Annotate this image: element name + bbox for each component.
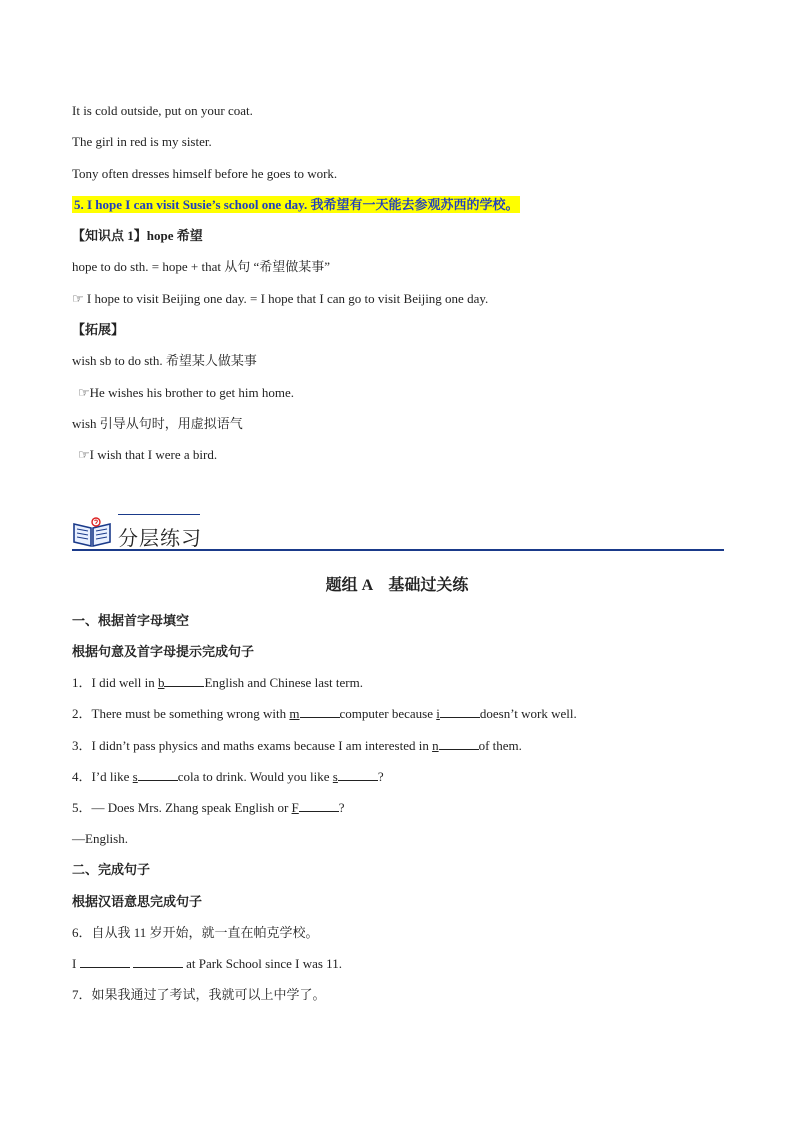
text-line: hope to do sth. = hope + that 从句 “希望做某事” [72, 259, 331, 274]
question-text: There must be something wrong with [91, 706, 290, 721]
question-text: at Park School since I was 11. [182, 956, 342, 971]
question-text: of them. [478, 738, 522, 753]
question-number: 3． [72, 738, 92, 753]
banner-rule-bottom [72, 549, 724, 551]
question-text: I [72, 956, 80, 971]
question-1 [72, 674, 363, 692]
answer-blank[interactable] [164, 674, 204, 687]
part2-heading: 二、完成句子 [72, 862, 151, 877]
question-2 [72, 705, 577, 723]
hint-letter: s [332, 769, 338, 784]
text-line: It is cold outside, put on your coat. [72, 103, 253, 118]
banner-rule-top [118, 514, 200, 515]
part1-heading: 一、根据首字母填空 [72, 613, 190, 628]
example-line: ☞I wish that I were a bird. [78, 447, 218, 462]
text-line: wish 引导从句时，用虚拟语气 [72, 416, 243, 431]
text-line: wish sb to do sth. 希望某人做某事 [72, 353, 257, 368]
question-number: 5． [72, 800, 92, 815]
example-line: ☞ I hope to visit Beijing one day. = I hope that I can go to visit Beijing one day. [72, 291, 489, 306]
answer-blank[interactable] [439, 737, 479, 750]
question-number: 1． [72, 675, 92, 690]
question-7 [72, 986, 326, 1004]
answer-blank[interactable] [299, 799, 339, 812]
question-5 [72, 799, 345, 817]
question-text: 如果我通过了考试，我就可以上中学了。 [91, 987, 326, 1002]
extension-heading: 【拓展】 [72, 322, 125, 337]
knowledge-point-heading: 【知识点 1】hope 希望 [72, 228, 203, 243]
question-number: 7． [72, 987, 92, 1002]
question-text: ? [377, 769, 384, 784]
question-text: doesn’t work well. [479, 706, 577, 721]
question-text: English and Chinese last term. [204, 675, 363, 690]
question-number: 2． [72, 706, 92, 721]
answer-blank[interactable] [440, 705, 480, 718]
hint-letter: n [432, 738, 439, 753]
highlight-text: 5. I hope I can visit Susie’s school one day. 我希望有一天能去参观苏西的学校。 [74, 197, 519, 212]
question-number: 6． [72, 925, 92, 940]
question-5-answer: —English. [72, 831, 128, 846]
question-text: cola to drink. Would you like [177, 769, 333, 784]
book-icon [72, 516, 112, 548]
question-text: 自从我 11 岁开始，就一直在帕克学校。 [91, 925, 319, 940]
answer-blank[interactable] [133, 955, 183, 968]
banner-label: 分层练习 [118, 526, 202, 550]
hint-letter: F [291, 800, 299, 815]
part1-instruction: 根据句意及首字母提示完成句子 [72, 644, 255, 659]
answer-blank[interactable] [138, 768, 178, 781]
question-6 [72, 924, 319, 942]
question-3 [72, 737, 522, 755]
question-number: 4． [72, 769, 92, 784]
answer-blank[interactable] [338, 768, 378, 781]
hint-letter: m [289, 706, 300, 721]
question-text: — Does Mrs. Zhang speak English or [91, 800, 292, 815]
text-line: The girl in red is my sister. [72, 134, 212, 149]
section-title: 题组 A 基础过关练 [325, 577, 469, 594]
question-text: I’d like [91, 769, 133, 784]
hint-letter: i [436, 706, 440, 721]
text-line: Tony often dresses himself before he goes to work. [72, 166, 338, 181]
highlighted-heading [72, 196, 520, 214]
answer-blank[interactable] [300, 705, 340, 718]
question-6-sentence [72, 955, 342, 973]
answer-blank[interactable] [80, 955, 130, 968]
question-text: I didn’t pass physics and maths exams because I am interested in [91, 738, 433, 753]
question-text: I did well in [91, 675, 158, 690]
section-banner [72, 512, 724, 552]
question-text: ? [338, 800, 345, 815]
part2-instruction: 根据汉语意思完成句子 [72, 894, 203, 909]
example-line: ☞He wishes his brother to get him home. [78, 385, 295, 400]
question-text: computer because [339, 706, 437, 721]
question-4 [72, 768, 384, 786]
hint-letter: b [157, 675, 165, 690]
hint-letter: s [132, 769, 138, 784]
